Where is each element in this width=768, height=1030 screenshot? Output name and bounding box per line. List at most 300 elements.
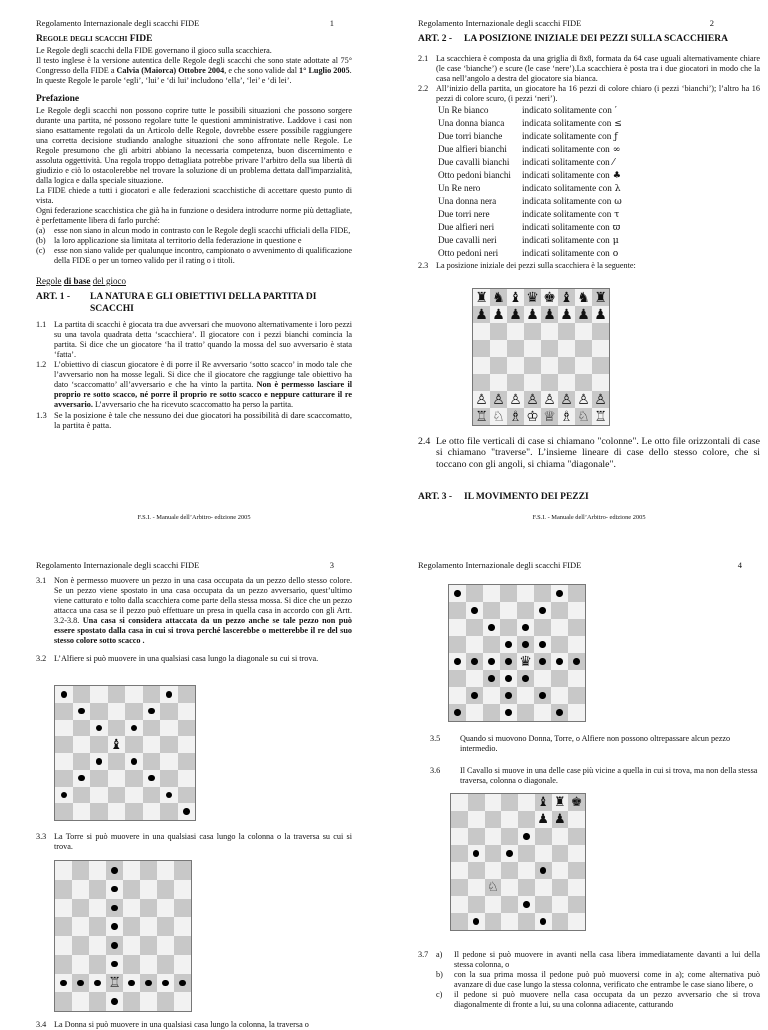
board-square [160,703,178,720]
board-square [89,955,106,974]
board-square [468,828,485,845]
piece-symbol: ο [609,247,619,259]
board-square [55,917,72,936]
board-square [108,787,126,804]
black-pawn-icon: ♟ [526,306,539,323]
move-target-dot [506,850,513,857]
move-target-dot [505,709,512,716]
move-target-dot [77,980,84,987]
black-bishop-icon: ♝ [537,795,549,810]
board-square [558,374,575,391]
board-square [568,828,585,845]
board-square [449,619,466,636]
board-square [535,896,552,913]
board-square [466,687,483,704]
board-square [500,687,517,704]
move-target-dot [523,901,530,908]
board-square [485,811,502,828]
page-footer: F.S.I. - Manuale dell’Arbitro- edizione 2005 [137,514,251,521]
move-target-dot [522,641,529,648]
board-square [89,992,106,1011]
board-square [466,602,483,619]
board-square [558,391,575,408]
board-square [473,289,490,306]
board-square [449,704,466,721]
board-square [568,653,585,670]
board-square [535,879,552,896]
board-square [125,803,143,820]
board-square [90,703,108,720]
board-square [178,703,196,720]
piece-symbol: ω [611,195,622,207]
board-square [534,670,551,687]
black-pawn-icon: ♟ [594,306,607,323]
board-square [125,770,143,787]
move-target-dot [145,980,152,987]
piece-name: Otto pedoni neri [438,247,499,258]
board-square [451,794,468,811]
piece-symbol: ♣ [609,169,621,181]
board-square [518,794,535,811]
board-square [518,913,535,930]
rule-3-5: 3.5 Quando si muovono Donna, Torre, o Alfiere non possono oltrepassare alcun pezzo intermedio. [430,734,731,753]
board-square [157,974,174,993]
board-square [552,862,569,879]
board-square [592,357,609,374]
white-king-icon: ♔ [526,408,539,425]
board-square [541,391,558,408]
board-square [501,845,518,862]
board-square [108,686,126,703]
board-square [55,753,73,770]
board-square [157,992,174,1011]
board-square [568,670,585,687]
board-square [518,879,535,896]
board-square [500,653,517,670]
white-pawn-icon: ♙ [526,391,539,408]
black-queen-icon: ♛ [519,653,532,670]
board-square [500,670,517,687]
move-target-dot [111,867,118,874]
board-square [541,306,558,323]
board-square [451,811,468,828]
white-pawn-icon: ♙ [543,391,556,408]
board-square [517,670,534,687]
board-square [535,794,552,811]
white-knight-icon: ♘ [487,880,499,895]
initial-position-board [472,288,610,426]
prefazione-paragraph-2: La FIDE chiede a tutti i giocatori e alle federazioni scacchistiche di accettare questo punto di vista. [36,185,352,205]
board-square [72,861,89,880]
board-square [160,753,178,770]
move-target-dot [471,607,478,614]
white-knight-icon: ♘ [492,408,505,425]
rule-1-1: 1.1 La partita di scacchi è giocata tra due avversari che muovono alternativamente i loro pezzi su una tavola quadrata detta ‘scacchiera’. Il giocatore con i pezzi bianchi comincia la partita. Si dice che un giocatore ‘ha il tratto’ quando la mossa del suo avversario è stata ‘fatta’. [36,319,352,359]
page-1 [36,18,352,523]
board-square [551,602,568,619]
board-square [157,917,174,936]
piece-symbol: ϖ [609,221,621,233]
board-square [517,653,534,670]
board-square [575,391,592,408]
board-square [552,828,569,845]
board-square [490,306,507,323]
move-target-dot [471,692,478,699]
intro-paragraph-2: Il testo inglese è la versione autentica delle Regole degli scacchi che sono state adottate al 75° Congresso della FIDE a Calvia (Maiorca) Ottobre 2004, e che sono valide dal 1° Luglio 2005. [36,55,352,75]
rule-2-4: 2.4 Le otto file verticali di case si chiamano "colonne". Le otto file orizzontali di case si chiamano "traverse". L’insieme lineare di case dello stesso colore, che si toccano con gli angoli, si chiama "diagonale". [418,436,760,470]
move-target-dot [523,833,530,840]
piece-notation: indicate solitamente con τ [522,208,620,220]
board-square [568,794,585,811]
board-square [592,323,609,340]
black-rook-icon: ♜ [475,289,488,306]
move-target-dot [488,658,495,665]
move-target-dot [540,867,547,874]
board-square [140,974,157,993]
condition-b: (b) la loro applicazione sia limitata al territorio della federazione in questione e [36,235,302,245]
piece-notation: indicati solitamente con ο [522,247,619,259]
board-square [90,720,108,737]
board-square [575,340,592,357]
board-square [483,687,500,704]
board-square [468,862,485,879]
board-square [552,879,569,896]
board-square [174,899,191,918]
board-square [55,861,72,880]
bishop-movement-board [54,685,196,821]
piece-notation-list [438,104,760,260]
board-square [140,880,157,899]
board-square [507,357,524,374]
board-square [108,720,126,737]
board-square [558,306,575,323]
board-square [174,974,191,993]
move-target-dot [179,980,186,987]
board-square [485,828,502,845]
page-4 [418,560,760,1024]
piece-name: Una donna nera [438,195,497,206]
board-square [551,653,568,670]
board-square [507,306,524,323]
move-target-dot [473,918,480,925]
board-square [55,955,72,974]
black-rook-icon: ♜ [554,795,566,810]
board-square [451,913,468,930]
board-square [534,653,551,670]
board-square [473,408,490,425]
move-target-dot [96,725,103,732]
board-square [90,770,108,787]
board-square [568,619,585,636]
page-number: 4 [737,560,742,570]
page-number: 3 [329,560,334,570]
white-pawn-icon: ♙ [560,391,573,408]
move-target-dot [556,590,563,597]
board-square [485,862,502,879]
board-square [507,323,524,340]
board-square [534,619,551,636]
board-square [55,736,73,753]
board-square [551,670,568,687]
board-square [541,374,558,391]
board-square [178,753,196,770]
board-square [500,636,517,653]
page-3 [36,560,353,1029]
board-square [518,811,535,828]
piece-symbol: τ [611,208,620,220]
board-square [551,585,568,602]
board-square [466,653,483,670]
prefazione-paragraph-1: Le Regole degli scacchi non possono coprire tutte le possibili situazioni che possono sorgere durante una partita, né possono regolare tutte le questioni amministrative. Laddove i casi non siano esattamente regolati da un Articolo delle Regole, dovrebbe essere possibile raggiungere una corretta decisione studiando analoghe situazioni che sono affrontate nelle Regole. Le Regole presumono che gli arbitri abbiano la necessaria competenza, buon discernimento e assoluta oggettività. Una regola troppo dettagliata potrebbe privare l’arbitro della sua libertà di giudizio e ciò lo ostacolerebbe nel trovare la soluzione di un problema dettata dall'imparzialità, dalla logica e dalla speciale situazione. [36,105,352,185]
board-square [89,880,106,899]
board-square [518,896,535,913]
move-target-dot [473,850,480,857]
rule-3-4: 3.4 La Donna si può muovere in una qualsiasi casa lungo la colonna, la traversa o [36,1020,309,1029]
board-square [500,602,517,619]
board-square [568,879,585,896]
board-square [72,917,89,936]
piece-notation: indicato solitamente con ′ [522,104,617,116]
condition-a: (a) esse non siano in alcun modo in contrasto con le Regole degli scacchi ufficiali della FIDE, [36,225,351,235]
board-square [558,408,575,425]
board-square [552,896,569,913]
white-pawn-icon: ♙ [492,391,505,408]
black-king-icon: ♚ [570,795,583,810]
board-square [592,391,609,408]
board-square [485,896,502,913]
board-square [89,974,106,993]
board-square [157,899,174,918]
rule-2-2: 2.2 All’inizio della partita, un giocatore ha 16 pezzi di colore chiaro (i pezzi ‘bianchi’); l’altro ha 16 pezzi di colore scuro, (i pezzi ‘neri’). [418,83,760,103]
board-square [449,602,466,619]
board-square [592,289,609,306]
board-square [517,687,534,704]
move-target-dot [573,658,580,665]
board-square [568,585,585,602]
move-target-dot [522,675,529,682]
board-square [468,794,485,811]
header-title: Regolamento Internazionale degli scacchi FIDE [418,560,582,570]
board-square [473,357,490,374]
black-bishop-icon: ♝ [560,289,573,306]
board-square [568,845,585,862]
board-square [143,787,161,804]
move-target-dot [60,980,67,987]
move-target-dot [505,641,512,648]
board-square [108,803,126,820]
rule-1-2: 1.2 L’obiettivo di ciascun giocatore è di porre il Re avversario ‘sotto scacco’ in modo tale che l’avversario non ha mosse legali. Si dice che il giocatore che raggiunge tale obiettivo ha dato ‘scaccomatto’ all’avversario e che ha vinto la partita. Non è permesso lasciare il proprio re sotto scacco, né porre il proprio re sotto scacco e neppure catturare il re avversario. L’avversario che ha ricevuto scaccomatto ha perso la partita. [36,359,352,409]
move-target-dot [78,708,85,715]
board-square [568,896,585,913]
move-target-dot [488,624,495,631]
condition-c: (c) esse non siano valide per qualunque incontro, campionato o avvenimento di qualificazione della FIDE o per un torneo valido per il rating o i titoli. [36,245,352,265]
board-square [449,585,466,602]
board-square [55,880,72,899]
board-square [500,585,517,602]
board-square [490,289,507,306]
document-title: Regole degli scacchi FIDE [36,34,153,45]
board-square [73,736,91,753]
move-target-dot [131,725,138,732]
piece-name: Due torri bianche [438,130,503,141]
board-square [449,687,466,704]
board-square [483,585,500,602]
board-square [125,703,143,720]
board-square [55,787,73,804]
board-square [535,828,552,845]
board-square [524,323,541,340]
board-square [125,720,143,737]
board-square [507,408,524,425]
black-king-icon: ♚ [543,289,556,306]
board-square [568,704,585,721]
move-target-dot [539,607,546,614]
white-pawn-icon: ♙ [475,391,488,408]
rule-2-3: 2.3 La posizione iniziale dei pezzi sulla scacchiera è la seguente: [418,260,636,270]
piece-symbol: ⁄ [609,156,615,168]
board-square [72,936,89,955]
board-square [90,686,108,703]
piece-symbol: λ [611,182,621,194]
board-square [517,704,534,721]
board-square [178,686,196,703]
page-number: 2 [709,18,714,28]
move-target-dot [111,961,118,968]
black-bishop-icon: ♝ [509,289,522,306]
move-target-dot [556,709,563,716]
board-square [90,736,108,753]
prefazione-paragraph-3: Ogni federazione scacchistica che già ha in funzione o desidera introdurre norme più dettagliate, è perfettamente libera di farlo purché: [36,205,352,225]
board-square [473,374,490,391]
board-square [108,736,126,753]
board-square [575,323,592,340]
board-square [568,687,585,704]
board-square [490,374,507,391]
board-square [123,899,140,918]
move-target-dot [61,691,68,698]
board-square [500,619,517,636]
move-target-dot [183,808,190,815]
board-square [524,340,541,357]
board-square [483,653,500,670]
board-square [178,787,196,804]
board-square [449,636,466,653]
move-target-dot [505,675,512,682]
move-target-dot [539,658,546,665]
board-square [501,913,518,930]
piece-name: Due cavalli bianchi [438,156,510,167]
board-square [524,408,541,425]
board-square [500,704,517,721]
board-square [451,845,468,862]
board-square [178,736,196,753]
board-square [90,787,108,804]
board-square [501,862,518,879]
board-square [123,917,140,936]
board-square [451,828,468,845]
board-square [568,636,585,653]
white-bishop-icon: ♗ [560,408,573,425]
board-square [106,992,123,1011]
board-square [507,340,524,357]
article-3-heading: ART. 3 - IL MOVIMENTO DEI PEZZI [418,492,589,502]
rule-3-7: 3.7 a) Il pedone si può muovere in avanti nella casa libera immediatamente davanti a lui della stessa colonna, o b) con la sua prima mossa il pedone può può muoversi come in a); come alternativa può avanzare di due case lungo la stessa colonna, verificato che entrambe le case siano libere, o c) il pedone si può muovere nella casa occupata da un pezzo avversario che si trova diagonalmente di fronte a lui, su una colonna adiacente, catturando [418,950,760,1009]
black-pawn-icon: ♟ [577,306,590,323]
piece-notation: indicata solitamente con ω [522,195,622,207]
board-square [575,374,592,391]
board-square [125,686,143,703]
white-rook-icon: ♖ [108,974,121,991]
board-square [483,704,500,721]
move-target-dot [454,709,461,716]
move-target-dot [111,998,118,1005]
board-square [541,340,558,357]
board-square [143,703,161,720]
piece-symbol: ≤ [611,117,622,129]
piece-notation: indicati solitamente con ⁄ [522,156,615,168]
move-target-dot [111,942,118,949]
board-square [174,992,191,1011]
move-target-dot [131,758,138,765]
board-square [466,670,483,687]
piece-notation: indicate solitamente con ƒ [522,130,618,142]
piece-name: Due alfieri neri [438,221,495,232]
board-square [501,794,518,811]
board-square [592,374,609,391]
board-square [72,880,89,899]
board-square [518,828,535,845]
board-square [468,879,485,896]
move-target-dot [454,590,461,597]
board-square [125,787,143,804]
black-pawn-icon: ♟ [475,306,488,323]
board-square [140,992,157,1011]
board-square [473,323,490,340]
board-square [483,636,500,653]
board-square [106,974,123,993]
black-pawn-icon: ♟ [492,306,505,323]
piece-notation: indicato solitamente con λ [522,182,621,194]
board-square [160,787,178,804]
board-square [534,636,551,653]
board-square [485,913,502,930]
piece-notation: indicati solitamente con μ [522,234,619,246]
black-bishop-icon: ♝ [109,736,123,753]
black-knight-icon: ♞ [492,289,505,306]
board-square [72,899,89,918]
move-target-dot [162,980,169,987]
board-square [524,357,541,374]
board-square [143,753,161,770]
board-square [55,992,72,1011]
board-square [55,720,73,737]
board-square [106,899,123,918]
board-square [501,879,518,896]
board-square [568,811,585,828]
board-square [108,770,126,787]
board-square [466,704,483,721]
board-square [558,289,575,306]
board-square [490,357,507,374]
board-square [89,861,106,880]
board-square [558,357,575,374]
board-square [534,704,551,721]
board-square [507,289,524,306]
move-target-dot [148,775,155,782]
board-square [143,736,161,753]
board-square [524,289,541,306]
board-square [490,391,507,408]
